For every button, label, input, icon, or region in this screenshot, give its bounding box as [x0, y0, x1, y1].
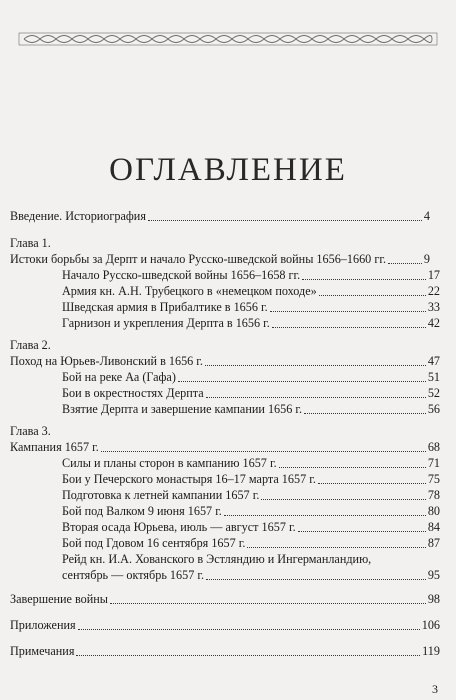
toc-entry[interactable]: [62, 284, 440, 299]
leader-dots: [110, 603, 426, 604]
toc-entry-label: Бои в окрестностях Дерпта: [62, 386, 204, 400]
toc-entry[interactable]: [62, 472, 440, 487]
toc-entry-label: Поход на Юрьев-Ливонский в 1656 г.: [10, 354, 203, 368]
toc-entry-page: 51: [427, 370, 440, 384]
toc-entry-page: 75: [427, 472, 440, 486]
toc-entry-label: Бои у Печерского монастыря 16–17 марта 1657 г.: [62, 472, 316, 486]
toc-entry-page: 71: [427, 456, 440, 470]
toc-entry[interactable]: [62, 520, 440, 535]
toc-entry-label: Бой под Валком 9 июня 1657 г.: [62, 504, 222, 518]
chapter-1-heading: Глава 1.: [10, 236, 51, 250]
leader-dots: [302, 279, 426, 280]
leader-dots: [318, 483, 426, 484]
toc-entry-page: 17: [427, 268, 440, 282]
leader-dots: [298, 531, 426, 532]
toc-entry-label: Приложения: [10, 618, 76, 632]
toc-entry-page: 80: [427, 504, 440, 518]
toc-entry-page: 78: [427, 488, 440, 502]
toc-entry-label: сентябрь — октябрь 1657 г.: [62, 568, 205, 582]
toc-entry-page: 42: [427, 316, 440, 330]
toc-entry[interactable]: [62, 300, 440, 315]
toc-entry-label: Примечания: [10, 644, 75, 658]
toc-entry[interactable]: [62, 456, 440, 471]
toc-entry-label: Подготовка к летней кампании 1657 г.: [62, 488, 260, 502]
toc-entry[interactable]: [62, 504, 440, 519]
leader-dots: [178, 381, 426, 382]
toc-entry-page: 68: [427, 440, 440, 454]
toc-entry-label: Армия кн. А.Н. Трубецкого в «немецком походе»: [62, 284, 317, 298]
leader-dots: [78, 629, 420, 630]
toc-entry[interactable]: [62, 402, 440, 417]
toc-entry-label: Шведская армия в Прибалтике в 1656 г.: [62, 300, 268, 314]
toc-entry-ch2-main[interactable]: [10, 354, 440, 369]
toc-entry-raid-line2[interactable]: [62, 568, 440, 583]
toc-entry-page: 33: [427, 300, 440, 314]
toc-entry[interactable]: [62, 268, 440, 283]
toc-entry-page: 52: [427, 386, 440, 400]
toc-entry-raid-line1[interactable]: Рейд кн. И.А. Хованского в Эстляндию и Ингерманландию,: [62, 552, 372, 566]
chapter-2-heading: Глава 2.: [10, 338, 51, 352]
toc-entry-page: 87: [427, 536, 440, 550]
toc-entry-label: Завершение войны: [10, 592, 108, 606]
toc-entry-page: 95: [427, 568, 440, 582]
leader-dots: [148, 220, 422, 221]
toc-entry-page: 119: [422, 644, 440, 658]
toc-entry-intro[interactable]: [10, 209, 430, 224]
leader-dots: [101, 451, 426, 452]
page-number: 3: [432, 682, 438, 696]
leader-dots: [205, 365, 426, 366]
chapter-3-heading: Глава 3.: [10, 424, 51, 438]
leader-dots: [388, 263, 422, 264]
toc-entry-page: 106: [421, 618, 440, 632]
toc-entry-ch1-main[interactable]: [10, 252, 430, 267]
toc-entry-label: Введение. Историография: [10, 209, 146, 223]
page-title: ОГЛАВЛЕНИЕ: [109, 152, 347, 188]
leader-dots: [304, 413, 426, 414]
leader-dots: [206, 397, 426, 398]
toc-entry-label: Силы и планы сторон в кампанию 1657 г.: [62, 456, 277, 470]
leader-dots: [224, 515, 426, 516]
toc-entry-page: 4: [423, 209, 430, 223]
leader-dots: [261, 499, 425, 500]
toc-entry-page: 22: [427, 284, 440, 298]
toc-entry-label: Взятие Дерпта и завершение кампании 1656 г.: [62, 402, 303, 416]
leader-dots: [76, 655, 420, 656]
toc-entry-label: Вторая осада Юрьева, июль — август 1657 г.: [62, 520, 296, 534]
leader-dots: [247, 547, 425, 548]
toc-entry-label: Гарнизон и укрепления Дерпта в 1656 г.: [62, 316, 270, 330]
toc-entry-label: Бой под Гдовом 16 сентября 1657 г.: [62, 536, 246, 550]
toc-entry-label: Кампания 1657 г.: [10, 440, 99, 454]
leader-dots: [279, 467, 426, 468]
toc-entry-notes[interactable]: [10, 644, 440, 659]
toc-entry-page: 9: [423, 252, 430, 266]
toc-entry-page: 56: [427, 402, 440, 416]
toc-entry-ending[interactable]: [10, 592, 440, 607]
toc-entry[interactable]: [62, 316, 440, 331]
toc-entry-page: 84: [427, 520, 440, 534]
toc-entry[interactable]: [62, 488, 440, 503]
toc-entry-page: 98: [427, 592, 440, 606]
leader-dots: [206, 579, 426, 580]
leader-dots: [272, 327, 426, 328]
toc-entry-label: Начало Русско-шведской войны 1656–1658 гг.: [62, 268, 301, 282]
toc-entry[interactable]: [62, 536, 440, 551]
toc-entry-ch3-main[interactable]: [10, 440, 440, 455]
toc-entry-label: Бой на реке Аа (Гафа): [62, 370, 176, 384]
leader-dots: [270, 311, 426, 312]
leader-dots: [319, 295, 426, 296]
toc-entry[interactable]: [62, 370, 440, 385]
toc-entry-appendix[interactable]: [10, 618, 440, 633]
toc-entry-label: Истоки борьбы за Дерпт и начало Русско-шведской войны 1656–1660 гг.: [10, 252, 386, 266]
toc-entry[interactable]: [62, 386, 440, 401]
toc-entry-page: 47: [427, 354, 440, 368]
